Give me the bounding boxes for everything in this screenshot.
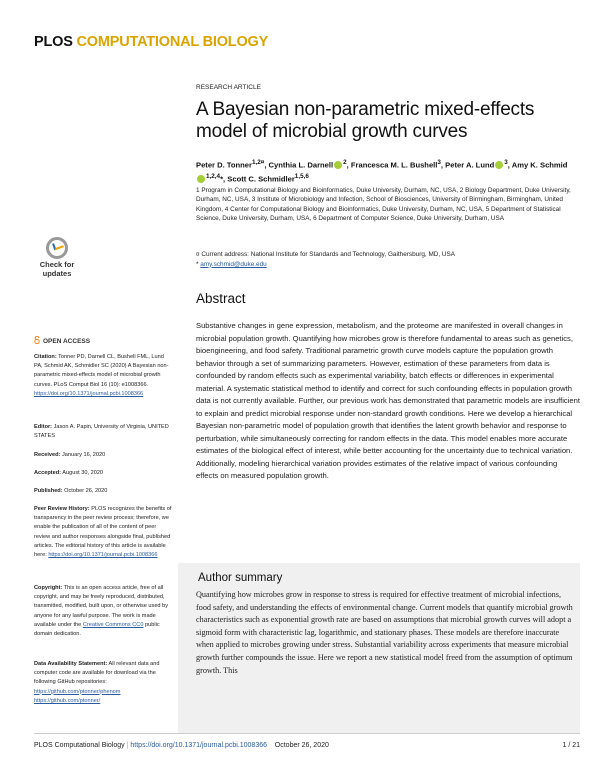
orcid-icon[interactable] bbox=[197, 175, 205, 183]
author-separator: , bbox=[507, 160, 512, 170]
editor-label: Editor: bbox=[34, 424, 53, 430]
abstract-text: Substantive changes in gene expression, metabolism, and the proteome are manifested in overall changes in microbial population growth. Quantifying how microbes grow is therefore fundamental to areas such as genetics, bioengineering, and food safety. Traditional parametric growth curve models capture the population growth behavior through a set of summarizing parameters. However, estimation of these parameters from data is confounded by random effects such as experimental variability, batch effects or differences in experimental material. A systematic statistical method to identify and correct for such confounding effects in population growth data is not currently available. Further, our previous work has demonstrated that parametric models are insufficient to explain and predict microbial response under non-standard growth conditions. Here we develop a hierarchical Bayesian non-parametric model of population growth that identifies the latent growth behavior and response to perturbation, while simultaneously correcting for random effects in the data. This model enables more accurate estimates of the biological effect of interest, while better accounting for the uncertainty due to technical variation. Additionally, modeling hierarchical variation provides estimates of the relative impact of various confounding effects on measured population growth. bbox=[196, 321, 580, 480]
author-affiliation-mark: 1,2,4 bbox=[206, 173, 221, 181]
page-footer bbox=[34, 742, 329, 749]
citation-label: Citation: bbox=[34, 354, 57, 360]
orcid-icon[interactable] bbox=[495, 161, 503, 169]
accepted-date: August 30, 2020 bbox=[62, 470, 104, 476]
article-title: A Bayesian non-parametric mixed-effects model of microbial growth curves bbox=[196, 99, 535, 142]
page-number: 1 / 21 bbox=[562, 742, 580, 749]
peer-review-block bbox=[34, 505, 172, 560]
journal-logo bbox=[34, 34, 268, 50]
received-label: Received: bbox=[34, 452, 61, 458]
received-date: January 16, 2020 bbox=[62, 452, 106, 458]
author-name: Amy K. Schmid bbox=[511, 160, 568, 170]
peer-review-text: PLOS recognizes the benefits of transparency in the peer review process; therefore, we enable the publication of all of the content of peer review and author responses alongside final, published articles. The editorial history of this article is available here: bbox=[34, 506, 172, 559]
author-affiliation-mark: 2 bbox=[343, 159, 347, 166]
author-name: Scott C. Schmidler bbox=[227, 174, 295, 184]
github-link[interactable]: https://github.com/ptonner/ bbox=[34, 697, 101, 704]
author-affiliation-mark: 1,2¤ bbox=[251, 159, 265, 166]
corresponding-author-mark: * bbox=[220, 174, 224, 184]
current-address: ¤ Current address: National Institute for Standards and Technology, Gaithersburg, MD, USA bbox=[196, 251, 456, 258]
citation-block bbox=[34, 353, 172, 399]
abstract-heading: Abstract bbox=[196, 291, 246, 306]
orcid-icon[interactable] bbox=[334, 161, 342, 169]
open-access-lock-icon bbox=[34, 336, 40, 344]
open-access-text: OPEN ACCESS bbox=[43, 338, 91, 345]
author-affiliation-mark: 3 bbox=[504, 159, 508, 166]
check-label-line2: updates bbox=[42, 268, 72, 278]
data-availability-label: Data Availability Statement: bbox=[34, 661, 108, 667]
open-access-label bbox=[34, 336, 90, 345]
peer-review-label: Peer Review History: bbox=[34, 506, 90, 512]
footer-doi-link[interactable]: https://doi.org/10.1371/journal.pcbi.1008366 bbox=[130, 742, 267, 749]
published-block bbox=[34, 487, 172, 496]
footer-divider bbox=[34, 733, 580, 734]
check-label-line1: Check for bbox=[39, 260, 75, 269]
editor-text: Jason A. Papin, University of Virginia, UNITED STATES bbox=[34, 424, 169, 440]
published-date: October 26, 2020 bbox=[64, 488, 108, 494]
citation-text: Tonner PD, Darnell CL, Bushell FML, Lund PA, Schmid AK, Schmidler SC (2020) A Bayesian non-parametric mixed-effects model of microbial growth curves. PLoS Comput Biol 16 (10): e1008366. bbox=[34, 354, 169, 388]
copyright-tail: public domain dedication. bbox=[34, 621, 160, 638]
journal-logo-plos: PLOS bbox=[34, 34, 73, 50]
copyright-label: Copyright: bbox=[34, 585, 63, 591]
cc0-license-link[interactable]: Creative Commons CC0 bbox=[82, 621, 144, 628]
peer-review-link[interactable]: https://doi.org/10.1371/journal.pcbi.1008366 bbox=[48, 552, 158, 559]
github-link[interactable]: https://github.com/ptonner/phenom bbox=[34, 688, 121, 695]
author-name: Peter A. Lund bbox=[445, 160, 495, 170]
check-for-updates-label bbox=[34, 261, 80, 278]
accepted-block bbox=[34, 469, 172, 478]
author-notes bbox=[196, 250, 576, 269]
citation-doi-link[interactable]: https://doi.org/10.1371/journal.pcbi.1008366 bbox=[34, 390, 144, 397]
footer-separator: | bbox=[124, 742, 131, 749]
author-name: Peter D. Tonner bbox=[196, 160, 252, 170]
data-availability-block bbox=[34, 660, 172, 706]
copyright-block bbox=[34, 584, 172, 639]
email-star: * bbox=[196, 260, 199, 268]
author-list bbox=[196, 157, 574, 185]
author-separator: , bbox=[264, 160, 269, 170]
author-separator: , bbox=[440, 160, 446, 170]
copyright-text: This is an open access article, free of all copyright, and may be freely reproduced, distributed, transmitted, modified, built upon, or otherwise used by anyone for any lawful purpose. The work is made available under the bbox=[34, 585, 169, 628]
author-separator: , bbox=[223, 174, 228, 184]
article-type: RESEARCH ARTICLE bbox=[196, 84, 261, 91]
published-label: Published: bbox=[34, 488, 63, 494]
author-affiliation-mark: 3 bbox=[437, 159, 441, 166]
author-affiliation-mark: 1,5,6 bbox=[294, 173, 309, 181]
author-separator: , bbox=[346, 160, 351, 170]
check-for-updates-badge[interactable] bbox=[34, 237, 80, 289]
accepted-label: Accepted: bbox=[34, 470, 62, 476]
check-for-updates-icon bbox=[46, 237, 68, 259]
author-summary-text: Quantifying how microbes grow in response to stress is required for effective treatment of microbial infections, food safety, and understanding the effects of environmental change. Current models that quantify microbial growth characteristics such as exponential growth rate are based on assumptions that microbial growth curves will adopt a sigmoid form with characteristic lag, logarithmic, and stationary phases. These models are therefore inaccurate when applied to microbes growing under stress. Substantial variability across experiments that measure microbial growth further compounds the issue. Here we report a new statistical model freed from the assumption of optimum growth. This bbox=[196, 590, 573, 675]
footer-date: October 26, 2020 bbox=[274, 742, 329, 749]
author-name: Francesca M. L. Bushell bbox=[350, 160, 438, 170]
corresponding-email bbox=[196, 260, 576, 270]
editor-block bbox=[34, 423, 172, 441]
email-link[interactable]: amy.schmid@duke.edu bbox=[200, 260, 267, 268]
author-summary-heading: Author summary bbox=[198, 572, 283, 584]
data-availability-text: All relevant data and computer code are available for download via the following GitHub repositories: bbox=[34, 661, 160, 686]
affiliations: 1 Program in Computational Biology and Bioinformatics, Duke University, Durham, NC, USA, 2 Biology Department, Duke University, Durham, NC, USA, 3 Institute of Microbiology and Infection, School of Biosciences, University of Birmingham, Birmingham, United Kingdom, 4 Center for Computational Biology and Bioinformatics, Duke University, Durham, NC, USA, 5 Department of Statistical Science, Duke University, Durham, USA, 6 Department of Computer Science, Duke University, Durham, USA bbox=[196, 187, 571, 222]
footer-journal: PLOS Computational Biology bbox=[34, 742, 125, 749]
author-name: Cynthia L. Darnell bbox=[268, 160, 334, 170]
journal-logo-name: COMPUTATIONAL BIOLOGY bbox=[76, 34, 269, 50]
received-block bbox=[34, 451, 172, 460]
